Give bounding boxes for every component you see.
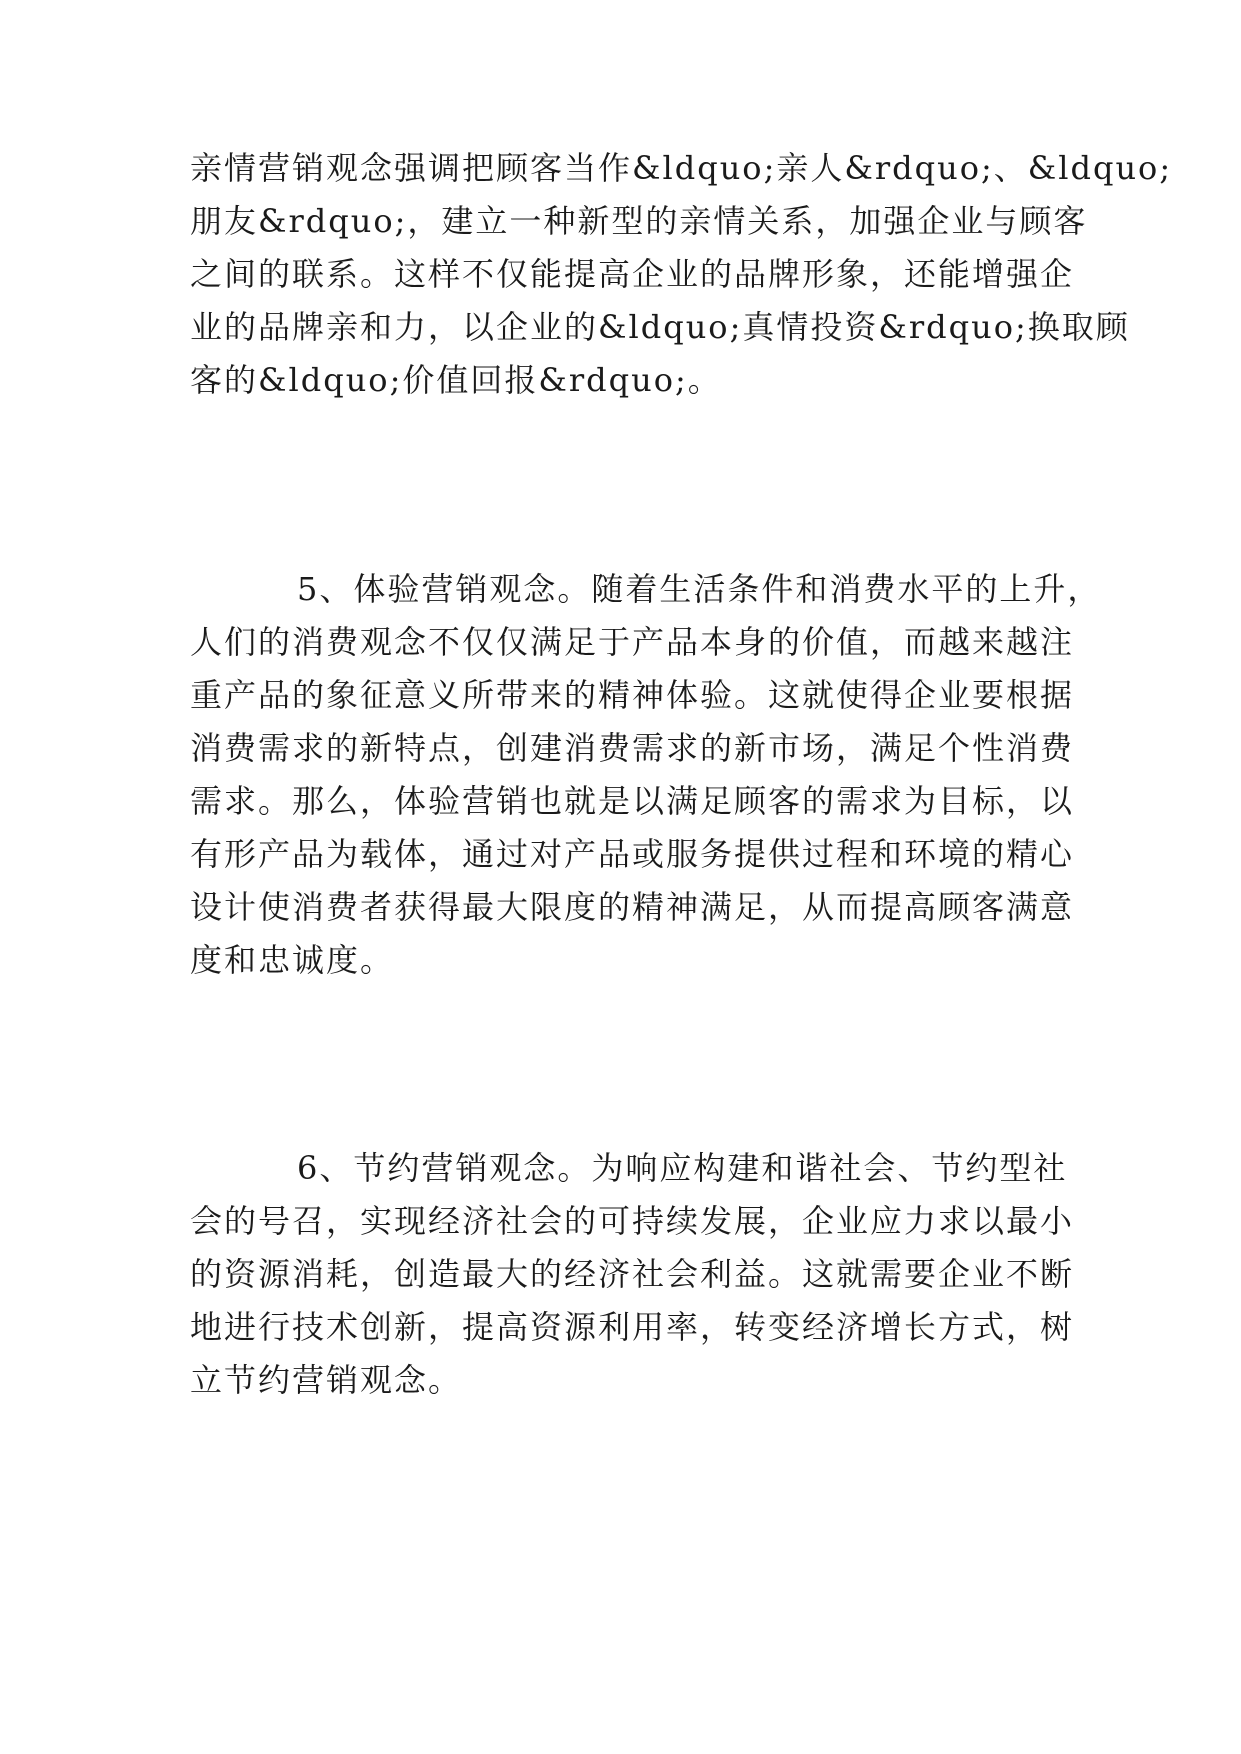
text-line: 的资源消耗，创造最大的经济社会利益。这就需要企业不断	[190, 1255, 1075, 1293]
text-line: 需求。那么，体验营销也就是以满足顾客的需求为目标，以	[190, 782, 1075, 820]
text-line: 重产品的象征意义所带来的精神体验。这就使得企业要根据	[190, 676, 1075, 714]
text-line: 朋友&rdquo;，建立一种新型的亲情关系，加强企业与顾客	[190, 202, 1088, 240]
text-line: 5、体验营销观念。随着生活条件和消费水平的上升，	[297, 570, 1102, 608]
text-line: 地进行技术创新，提高资源利用率，转变经济增长方式，树	[190, 1308, 1075, 1346]
text-line: 立节约营销观念。	[190, 1361, 463, 1399]
text-line: 度和忠诚度。	[190, 941, 395, 979]
text-line: 消费需求的新特点，创建消费需求的新市场，满足个性消费	[190, 729, 1075, 767]
text-line: 有形产品为载体，通过对产品或服务提供过程和环境的精心	[190, 835, 1075, 873]
text-line: 设计使消费者获得最大限度的精神满足，从而提高顾客满意	[190, 888, 1075, 926]
text-line: 亲情营销观念强调把顾客当作&ldquo;亲人&rdquo;、&ldquo;	[190, 149, 1173, 187]
text-line: 客的&ldquo;价值回报&rdquo;。	[190, 361, 722, 399]
text-line: 人们的消费观念不仅仅满足于产品本身的价值，而越来越注	[190, 623, 1075, 661]
text-line: 业的品牌亲和力，以企业的&ldquo;真情投资&rdquo;换取顾	[190, 308, 1130, 346]
text-line: 6、节约营销观念。为响应构建和谐社会、节约型社	[297, 1149, 1068, 1187]
text-line: 会的号召，实现经济社会的可持续发展，企业应力求以最小	[190, 1202, 1075, 1240]
text-line: 之间的联系。这样不仅能提高企业的品牌形象，还能增强企	[190, 255, 1075, 293]
